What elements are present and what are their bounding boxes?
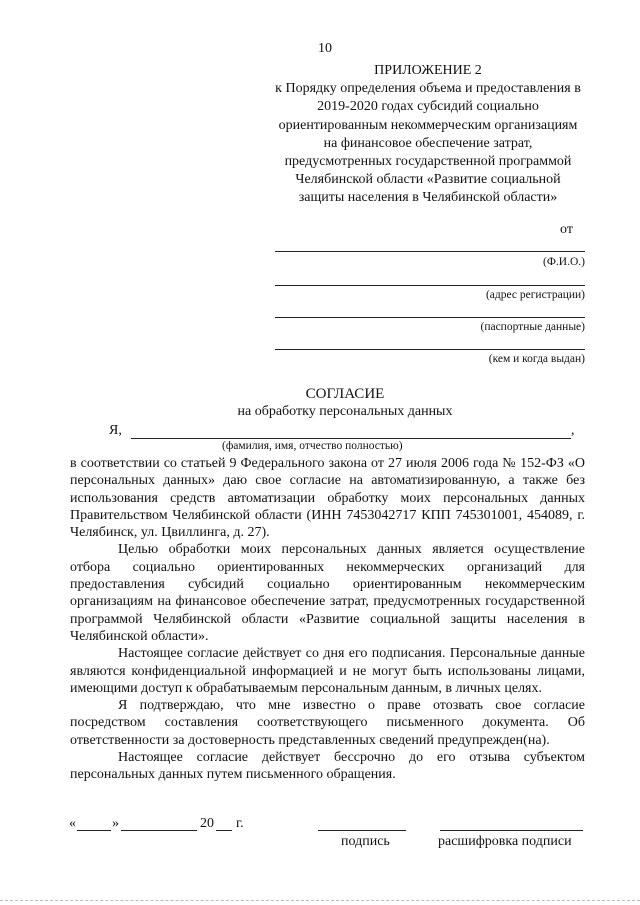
consent-heading: СОГЛАСИЕ	[305, 386, 385, 402]
ya-comma: ,	[571, 423, 575, 438]
fio-field-line[interactable]	[275, 251, 585, 252]
paragraph-validity: Настоящее согласие действует со дня его подписания. Персональные данные являются конфиденциальной информацией и не могут быть использованы лицами, имеющими доступ к обрабатываемым персональным данным, в личных целях.	[70, 646, 585, 696]
paragraph-confirmation: Я подтверждаю, что мне известно о праве отозвать свое согласие посредством составления соответствующего письменного документа. Об ответственности за достоверность представленных сведений предупрежден(на).	[70, 698, 585, 748]
date-year-prefix: 20	[200, 816, 214, 831]
date-month-line[interactable]	[121, 830, 197, 831]
full-name-field-line[interactable]	[131, 438, 571, 439]
appendix-header	[272, 62, 584, 208]
full-name-hint: (фамилия, имя, отчество полностью)	[222, 440, 403, 452]
date-year-suffix: г.	[236, 816, 244, 831]
date-day-line[interactable]	[77, 830, 111, 831]
signature-label: подпись	[341, 834, 390, 849]
passport-field-label: (паспортные данные)	[480, 321, 585, 333]
page-bottom-edge	[0, 900, 640, 901]
consent-subheading: на обработку персональных данных	[237, 404, 453, 419]
signature-decoding-label: расшифровка подписи	[438, 834, 572, 849]
ya-label: Я,	[109, 423, 122, 438]
from-label: от	[560, 222, 573, 237]
fio-field-label: (Ф.И.О.)	[543, 256, 585, 268]
passport-field-line[interactable]	[275, 317, 585, 318]
date-year-line[interactable]	[216, 830, 232, 831]
issued-by-field-line[interactable]	[275, 349, 585, 350]
appendix-text: к Порядку определения объема и предоставления в 2019-2020 годах субсидий социально ориентированным некоммерческим организациям на финансовое обеспечение затрат, предусмотренных государственной программой Челябинской области «Развитие социальной защиты населения в Челябинской области»	[275, 81, 581, 206]
address-field-label: (адрес регистрации)	[485, 289, 585, 301]
signature-decoding-line[interactable]	[440, 830, 583, 831]
address-field-line[interactable]	[275, 285, 585, 286]
date-open-quote: «	[69, 816, 76, 831]
date-close-quote: »	[112, 816, 119, 831]
paragraph-term: Настоящее согласие действует бессрочно до его отзыва субъектом персональных данных путем письменного обращения.	[70, 750, 585, 783]
appendix-title: ПРИЛОЖЕНИЕ 2	[374, 63, 482, 78]
issued-by-field-label: (кем и когда выдан)	[488, 353, 585, 365]
paragraph-purpose: Целью обработки моих персональных данных является осуществление отбора социально ориентированных некоммерческих организаций для предоставления субсидий социально ориентированным некоммерческим организациям на финансовое обеспечение затрат, предусмотренных государственной программой Челябинской области «Развитие социальной защиты населения в Челябинской области».	[70, 542, 585, 644]
consent-body	[70, 455, 585, 784]
signature-line[interactable]	[318, 830, 406, 831]
page-number: 10	[318, 41, 332, 56]
paragraph-legal-basis: в соответствии со статьей 9 Федерального закона от 27 июля 2006 года № 152-ФЗ «О персональных данных» даю свое согласие на автоматизированную, а также без использования средств автоматизации обработку моих персональных данных Правительством Челябинской области (ИНН 7453042717 КПП 745301001, 454089, г. Челябинск, ул. Цвиллинга, д. 27).	[70, 456, 585, 541]
